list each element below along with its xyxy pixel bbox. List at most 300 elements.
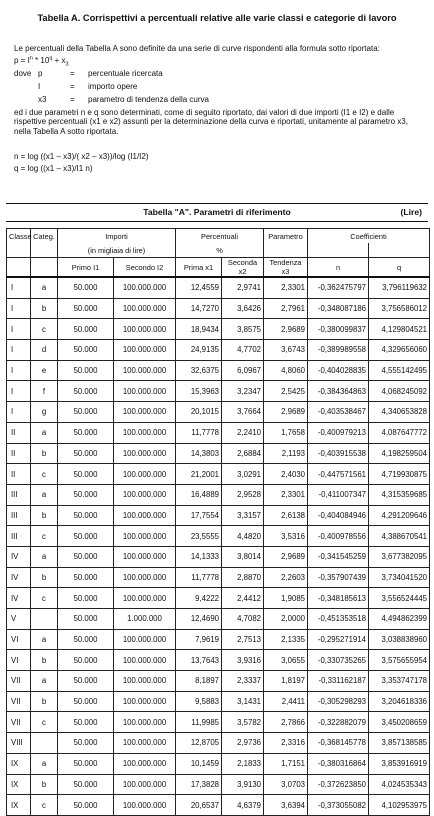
cell-prima: 20,6537 [176,795,222,816]
table-row [7,588,430,609]
formula-n: n = log ((x1 – x3)/( x2 – x3))/log (I1/I2) [14,152,149,161]
cell-q: 3,677382095 [369,546,430,567]
cell-seconda: 6,0967 [222,360,264,381]
cell-categ: b [31,567,58,588]
cell-prima: 12,8705 [176,733,222,754]
cell-n: -0,403538467 [308,402,369,423]
cell-secondo: 100.000.000 [114,650,176,671]
cell-categ [31,733,58,754]
cell-categ: d [31,340,58,361]
table-title-bar [6,203,428,222]
cell-classe: I [7,277,31,298]
header-blank [31,243,58,258]
cell-tendenza: 1,7151 [264,753,308,774]
cell-tendenza: 2,3316 [264,733,308,754]
cell-prima: 7,9619 [176,629,222,650]
cell-primo: 50.000 [58,381,114,402]
cell-tendenza: 2,4030 [264,464,308,485]
cell-classe: IX [7,753,31,774]
cell-classe: VII [7,671,31,692]
cell-q: 3,353747178 [369,671,430,692]
table-row [7,671,430,692]
cell-secondo: 100.000.000 [114,340,176,361]
cell-categ: b [31,691,58,712]
cell-classe: IX [7,774,31,795]
cell-seconda: 2,3337 [222,671,264,692]
dove-description: percentuale ricercata [88,69,163,78]
dove-symbol: p [38,69,43,78]
cell-q: 3,756586012 [369,298,430,319]
cell-prima: 11,9985 [176,712,222,733]
table-title: Tabella "A". Parametri di riferimento [143,207,291,217]
cell-secondo: 100.000.000 [114,629,176,650]
cell-seconda: 3,5782 [222,712,264,733]
table-row [7,360,430,381]
cell-seconda: 3,1431 [222,691,264,712]
header-importi-sub: (in migliaia di lire) [58,243,176,258]
cell-primo: 50.000 [58,588,114,609]
table-row [7,402,430,423]
cell-categ: c [31,319,58,340]
cell-classe: VI [7,650,31,671]
cell-n: -0,295271914 [308,629,369,650]
cell-classe: VIII [7,733,31,754]
cell-classe: II [7,464,31,485]
cell-tendenza: 3,0703 [264,774,308,795]
cell-secondo: 100.000.000 [114,402,176,423]
cell-seconda: 2,1833 [222,753,264,774]
cell-classe: III [7,505,31,526]
cell-prima: 14,7270 [176,298,222,319]
table-row [7,422,430,443]
cell-secondo: 100.000.000 [114,733,176,754]
cell-secondo: 100.000.000 [114,422,176,443]
cell-seconda: 2,9741 [222,277,264,298]
cell-q: 4,198259504 [369,443,430,464]
cell-q: 4,129804521 [369,319,430,340]
header-parametro: Parametro [264,229,308,244]
table-row [7,733,430,754]
header-categ: Categ. [31,229,58,244]
table-row [7,505,430,526]
cell-primo: 50.000 [58,443,114,464]
cell-classe: I [7,340,31,361]
header-coefficienti: Coefficienti [308,229,430,244]
table-row [7,464,430,485]
dove-row-p [14,69,314,79]
cell-classe: VI [7,629,31,650]
cell-q: 3,857138585 [369,733,430,754]
cell-primo: 50.000 [58,609,114,630]
cell-q: 3,204618336 [369,691,430,712]
dove-equals: = [70,82,75,91]
cell-categ: a [31,484,58,505]
header-classe: Classe [7,229,31,244]
cell-tendenza: 3,6394 [264,795,308,816]
cell-n: -0,373055082 [308,795,369,816]
cell-classe: VII [7,691,31,712]
cell-secondo: 100.000.000 [114,360,176,381]
cell-primo: 50.000 [58,546,114,567]
cell-n: -0,305298293 [308,691,369,712]
cell-prima: 11,7778 [176,422,222,443]
cell-classe: I [7,381,31,402]
cell-q: 4,291209646 [369,505,430,526]
header-primo: Primo I1 [58,258,114,278]
cell-seconda: 3,8575 [222,319,264,340]
cell-n: -0,330735265 [308,650,369,671]
cell-prima: 9,5883 [176,691,222,712]
cell-secondo: 100.000.000 [114,464,176,485]
cell-categ: a [31,422,58,443]
cell-primo: 50.000 [58,402,114,423]
cell-classe: V [7,609,31,630]
cell-categ: f [31,381,58,402]
cell-q: 4,329656060 [369,340,430,361]
header-n: n [308,258,369,278]
cell-seconda: 2,9528 [222,484,264,505]
cell-seconda: 3,6426 [222,298,264,319]
cell-n: -0,389989558 [308,340,369,361]
dove-symbol: I [38,82,41,91]
cell-prima: 18,9434 [176,319,222,340]
parameters-table [6,228,430,816]
cell-categ: c [31,588,58,609]
cell-primo: 50.000 [58,319,114,340]
table-row [7,319,430,340]
cell-secondo: 100.000.000 [114,319,176,340]
cell-secondo: 1.000.000 [114,609,176,630]
table-row [7,484,430,505]
cell-n: -0,368145778 [308,733,369,754]
table-row [7,609,430,630]
cell-primo: 50.000 [58,795,114,816]
cell-categ: b [31,505,58,526]
table-row [7,795,430,816]
cell-tendenza: 2,6138 [264,505,308,526]
cell-primo: 50.000 [58,650,114,671]
dove-label: dove [14,69,32,78]
header-percentuali: Percentuali [176,229,264,244]
header-prima: Prima x1 [176,258,222,278]
cell-seconda: 3,2347 [222,381,264,402]
dove-description: importo opere [88,82,138,91]
cell-categ [31,609,58,630]
cell-secondo: 100.000.000 [114,381,176,402]
header-seconda: Seconda x2 [222,258,264,278]
cell-prima: 12,4559 [176,277,222,298]
cell-classe: IV [7,588,31,609]
cell-n: -0,400978556 [308,526,369,547]
cell-seconda: 2,9736 [222,733,264,754]
cell-primo: 50.000 [58,464,114,485]
cell-seconda: 3,3157 [222,505,264,526]
cell-seconda: 4,6379 [222,795,264,816]
table-row [7,546,430,567]
cell-primo: 50.000 [58,733,114,754]
table-row [7,526,430,547]
cell-prima: 9,4222 [176,588,222,609]
dove-description: parametro di tendenza della curva [88,95,209,104]
cell-q: 4,494862399 [369,609,430,630]
cell-q: 3,734041520 [369,567,430,588]
cell-q: 3,575655954 [369,650,430,671]
table-body [7,277,430,815]
cell-tendenza: 2,9689 [264,546,308,567]
cell-categ: b [31,298,58,319]
cell-q: 4,388670541 [369,526,430,547]
cell-seconda: 2,4412 [222,588,264,609]
cell-n: -0,357907439 [308,567,369,588]
cell-tendenza: 2,3301 [264,277,308,298]
cell-n: -0,403915538 [308,443,369,464]
cell-categ: a [31,546,58,567]
cell-prima: 21,2001 [176,464,222,485]
cell-prima: 15,3963 [176,381,222,402]
cell-tendenza: 2,7961 [264,298,308,319]
cell-classe: III [7,484,31,505]
cell-n: -0,362475797 [308,277,369,298]
cell-secondo: 100.000.000 [114,443,176,464]
cell-categ: a [31,629,58,650]
cell-secondo: 100.000.000 [114,691,176,712]
cell-primo: 50.000 [58,360,114,381]
page-title: Tabella A. Corrispettivi a percentuali relative alle varie classi e categorie di lavoro [37,13,397,23]
cell-classe: I [7,360,31,381]
cell-secondo: 100.000.000 [114,567,176,588]
dove-equals: = [70,69,75,78]
cell-seconda: 2,2410 [222,422,264,443]
cell-secondo: 100.000.000 [114,526,176,547]
cell-primo: 50.000 [58,712,114,733]
cell-q: 4,087647772 [369,422,430,443]
cell-prima: 10,1459 [176,753,222,774]
cell-seconda: 3,0291 [222,464,264,485]
cell-primo: 50.000 [58,505,114,526]
cell-seconda: 4,7082 [222,609,264,630]
header-tendenza: Tendenza x3 [264,258,308,278]
cell-secondo: 100.000.000 [114,671,176,692]
header-percentuali-sub: % [176,243,264,258]
table-row [7,298,430,319]
cell-classe: IV [7,567,31,588]
cell-n: -0,348185613 [308,588,369,609]
cell-seconda: 4,4820 [222,526,264,547]
table-row [7,567,430,588]
cell-q: 3,038838960 [369,629,430,650]
cell-primo: 50.000 [58,774,114,795]
table-row [7,277,430,298]
cell-primo: 50.000 [58,691,114,712]
cell-secondo: 100.000.000 [114,795,176,816]
explanation-text: ed i due parametri n e q sono determinati, come di seguito riportato, dai valori di due importi (I1 e I2) e dalle rispettive percentuali (x1 e x2) assunti per la determinazione della curva e riportati, unitamente al parametro x3, nella Tabella A sotto riportata. [14,108,408,136]
cell-n: -0,447571561 [308,464,369,485]
cell-categ: b [31,774,58,795]
cell-prima: 14,1333 [176,546,222,567]
cell-primo: 50.000 [58,277,114,298]
cell-n: -0,451353518 [308,609,369,630]
cell-seconda: 3,9316 [222,650,264,671]
header-secondo: Secondo I2 [114,258,176,278]
cell-q: 3,796119632 [369,277,430,298]
cell-categ: a [31,671,58,692]
cell-q: 4,315359685 [369,484,430,505]
cell-tendenza: 2,9689 [264,319,308,340]
cell-tendenza: 2,1193 [264,443,308,464]
cell-q: 4,719930875 [369,464,430,485]
cell-seconda: 3,8014 [222,546,264,567]
cell-tendenza: 2,4411 [264,691,308,712]
cell-prima: 23,5555 [176,526,222,547]
table-unit: (Lire) [400,207,422,217]
cell-classe: VII [7,712,31,733]
cell-primo: 50.000 [58,298,114,319]
cell-primo: 50.000 [58,567,114,588]
cell-q: 4,024535343 [369,774,430,795]
table-row [7,340,430,361]
cell-prima: 14,3803 [176,443,222,464]
header-importi: Importi [58,229,176,244]
cell-q: 4,102953975 [369,795,430,816]
cell-n: -0,380316864 [308,753,369,774]
table-row [7,629,430,650]
table-row [7,774,430,795]
cell-prima: 16,4889 [176,484,222,505]
parameters-table-section [6,203,430,810]
cell-prima: 13,7643 [176,650,222,671]
cell-prima: 17,3828 [176,774,222,795]
cell-prima: 8,1897 [176,671,222,692]
cell-primo: 50.000 [58,629,114,650]
header-blank [7,243,31,258]
cell-tendenza: 2,2603 [264,567,308,588]
table-row [7,753,430,774]
header-q: q [369,258,430,278]
header-blank [31,258,58,278]
cell-categ: a [31,753,58,774]
cell-tendenza: 1,7658 [264,422,308,443]
cell-q: 4,555142495 [369,360,430,381]
cell-tendenza: 2,7866 [264,712,308,733]
cell-prima: 24,9135 [176,340,222,361]
cell-q: 3,556524445 [369,588,430,609]
cell-primo: 50.000 [58,340,114,361]
cell-n: -0,404084946 [308,505,369,526]
cell-prima: 20,1015 [176,402,222,423]
cell-seconda: 2,7513 [222,629,264,650]
cell-n: -0,348087186 [308,298,369,319]
cell-tendenza: 2,3301 [264,484,308,505]
cell-categ: e [31,360,58,381]
cell-seconda: 2,6884 [222,443,264,464]
cell-classe: III [7,526,31,547]
cell-classe: II [7,443,31,464]
cell-tendenza: 2,9689 [264,402,308,423]
header-blank [308,243,369,258]
cell-prima: 11,7778 [176,567,222,588]
cell-secondo: 100.000.000 [114,546,176,567]
cell-seconda: 3,7664 [222,402,264,423]
intro-text: Le percentuali della Tabella A sono definite da una serie di curve rispondenti alla formula sotto riportata: [14,44,380,53]
dove-row-x3 [14,95,314,105]
dove-symbol: x3 [38,95,47,104]
cell-classe: I [7,298,31,319]
cell-secondo: 100.000.000 [114,505,176,526]
cell-tendenza: 3,6743 [264,340,308,361]
cell-tendenza: 3,5316 [264,526,308,547]
cell-secondo: 100.000.000 [114,298,176,319]
cell-categ: g [31,402,58,423]
cell-classe: IX [7,795,31,816]
cell-q: 4,068245092 [369,381,430,402]
cell-categ: c [31,795,58,816]
header-blank [369,243,430,258]
cell-q: 3,450208659 [369,712,430,733]
cell-secondo: 100.000.000 [114,484,176,505]
cell-categ: b [31,650,58,671]
table-row [7,691,430,712]
table-row [7,443,430,464]
cell-n: -0,341545259 [308,546,369,567]
cell-n: -0,322882079 [308,712,369,733]
cell-tendenza: 1,8197 [264,671,308,692]
cell-n: -0,372623850 [308,774,369,795]
cell-q: 4,340653828 [369,402,430,423]
cell-categ: c [31,712,58,733]
cell-categ: c [31,464,58,485]
cell-primo: 50.000 [58,526,114,547]
cell-primo: 50.000 [58,484,114,505]
table-row [7,712,430,733]
cell-primo: 50.000 [58,671,114,692]
cell-n: -0,331162187 [308,671,369,692]
cell-classe: II [7,422,31,443]
cell-secondo: 100.000.000 [114,588,176,609]
cell-seconda: 4,7702 [222,340,264,361]
cell-categ: a [31,277,58,298]
cell-n: -0,380099837 [308,319,369,340]
cell-primo: 50.000 [58,753,114,774]
cell-classe: I [7,402,31,423]
cell-n: -0,404028835 [308,360,369,381]
cell-classe: I [7,319,31,340]
cell-seconda: 3,9130 [222,774,264,795]
cell-categ: c [31,526,58,547]
cell-categ: b [31,443,58,464]
cell-tendenza: 2,5425 [264,381,308,402]
cell-prima: 32,6375 [176,360,222,381]
cell-classe: IV [7,546,31,567]
cell-prima: 12,4690 [176,609,222,630]
cell-secondo: 100.000.000 [114,774,176,795]
cell-tendenza: 2,0000 [264,609,308,630]
cell-tendenza: 1,9085 [264,588,308,609]
header-blank [264,243,308,258]
dove-equals: = [70,95,75,104]
cell-primo: 50.000 [58,422,114,443]
cell-secondo: 100.000.000 [114,277,176,298]
cell-n: -0,411007347 [308,484,369,505]
cell-q: 3,853916919 [369,753,430,774]
cell-seconda: 2,8870 [222,567,264,588]
cell-secondo: 100.000.000 [114,712,176,733]
cell-n: -0,384364863 [308,381,369,402]
cell-prima: 17,7554 [176,505,222,526]
table-row [7,650,430,671]
table-row [7,381,430,402]
cell-tendenza: 3,0655 [264,650,308,671]
dove-row-i [14,82,314,92]
